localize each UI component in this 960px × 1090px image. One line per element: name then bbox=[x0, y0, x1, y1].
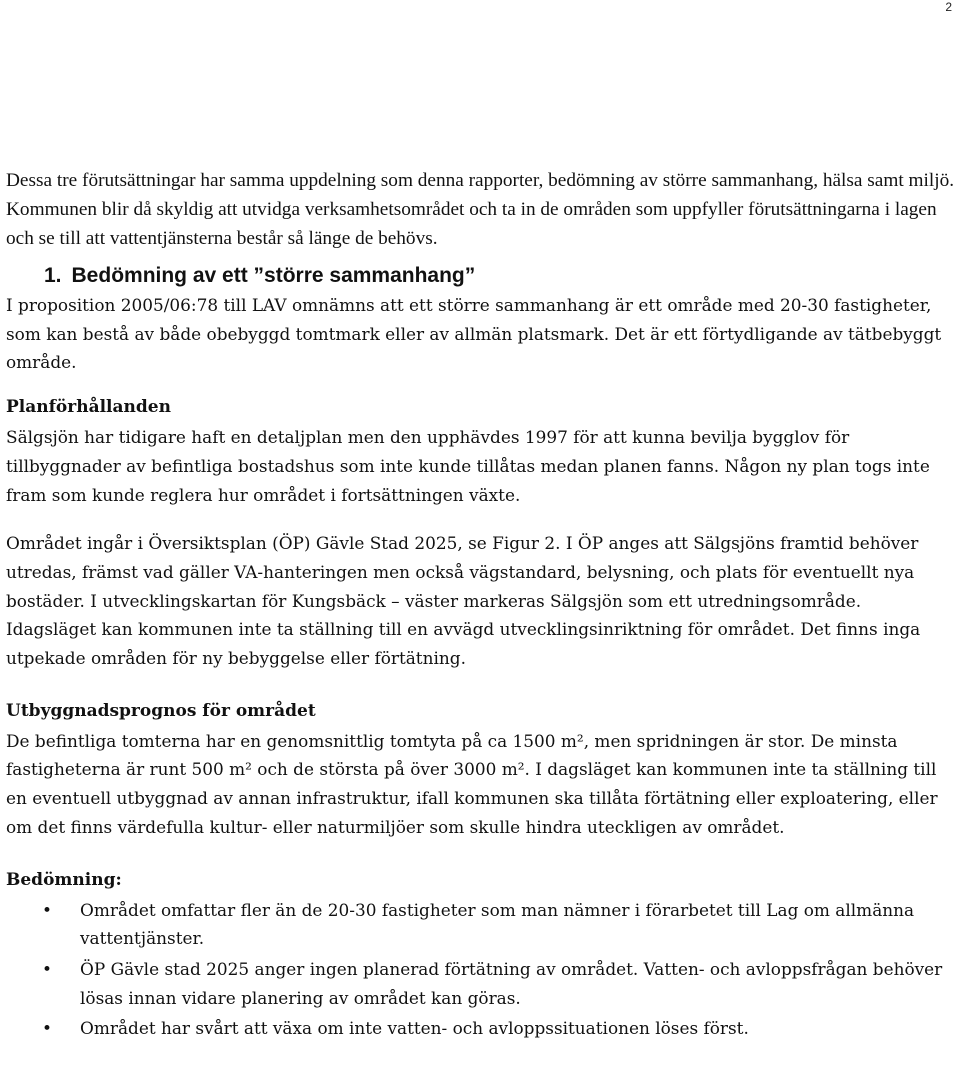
list-item bbox=[6, 1014, 956, 1043]
utbyggnadsprognos-paragraph: De befintliga tomterna har en genomsnittlig tomtyta på ca 1500 m², men spridningen är stor. De minsta fastigheterna är runt 500 m² och de största på över 3000 m². I dagsläget kan kommunen inte ta ställning till en eventuell utbyggnad av annan infrastruktur, ifall kommunen ska tillåta förtätning eller exploatering, eller om det finns värdefulla kultur- eller naturmiljöer som skulle hindra uteckligen av området. bbox=[6, 730, 938, 837]
page-number: 2 bbox=[945, 0, 952, 14]
bullet-icon: • bbox=[42, 899, 52, 920]
section-title: Bedömning av ett ”större sammanhang” bbox=[71, 264, 476, 287]
utbyggnadsprognos-heading: Utbyggnadsprognos för området bbox=[6, 700, 316, 721]
planforhallanden-paragraph-1: Sälgsjön har tidigare haft en detaljplan men den upphävdes 1997 för att kunna bevilja bygglov för tillbyggnader av befintliga bostadshus som inte kunde tillåtas medan planen fanns. Någon ny plan togs inte fram som kunde reglera hur området i fortsättningen växte. bbox=[6, 427, 930, 505]
list-item-text: Området omfattar fler än de 20-30 fastigheter som man nämner i förarbetet till Lag om allmänna vattentjänster. bbox=[80, 899, 915, 949]
list-item bbox=[6, 896, 956, 953]
bedomning-list bbox=[6, 896, 956, 1044]
planforhallanden-heading: Planförhållanden bbox=[6, 397, 171, 418]
bullet-icon: • bbox=[42, 958, 52, 979]
section1-paragraph: I proposition 2005/06:78 till LAV omnämns att ett större sammanhang är ett område med 20-30 fastigheter, som kan bestå av både obebyggd tomtmark eller av allmän platsmark. Det är ett förtydligande av tätbebyggt område. bbox=[6, 295, 942, 373]
section-number: 1. bbox=[44, 264, 62, 287]
intro-paragraph: Dessa tre förutsättningar har samma uppdelning som denna rapporter, bedömning av större sammanhang, hälsa samt miljö. Kommunen blir då skyldig att utvidga verksamhetsområdet och ta in de områden som uppfyller förutsättningarna i lagen och se till att vattentjänsterna består så länge de behövs. bbox=[6, 170, 955, 249]
list-item-text: ÖP Gävle stad 2025 anger ingen planerad förtätning av området. Vatten- och avloppsfrågan behöver lösas innan vidare planering av området kan göras. bbox=[80, 958, 943, 1008]
list-item-text: Området har svårt att växa om inte vatten- och avloppssituationen löses först. bbox=[80, 1018, 749, 1039]
bullet-icon: • bbox=[42, 1018, 52, 1039]
list-item bbox=[6, 955, 956, 1012]
section-heading-1 bbox=[44, 263, 956, 289]
bedomning-heading: Bedömning: bbox=[6, 869, 122, 890]
document-body bbox=[6, 166, 956, 1043]
planforhallanden-paragraph-2: Området ingår i Översiktsplan (ÖP) Gävle Stad 2025, se Figur 2. I ÖP anges att Sälgsjöns framtid behöver utredas, främst vad gäller VA-hanteringen men också vägstandard, belysning, och plats för eventuellt nya bostäder. I utvecklingskartan för Kungsbäck – väster markeras Sälgsjön som ett utredningsområde. Idagsläget kan kommunen inte ta ställning till en avvägd utvecklingsinriktning för området. Det finns inga utpekade områden för ny bebyggelse eller förtätning. bbox=[6, 533, 921, 669]
